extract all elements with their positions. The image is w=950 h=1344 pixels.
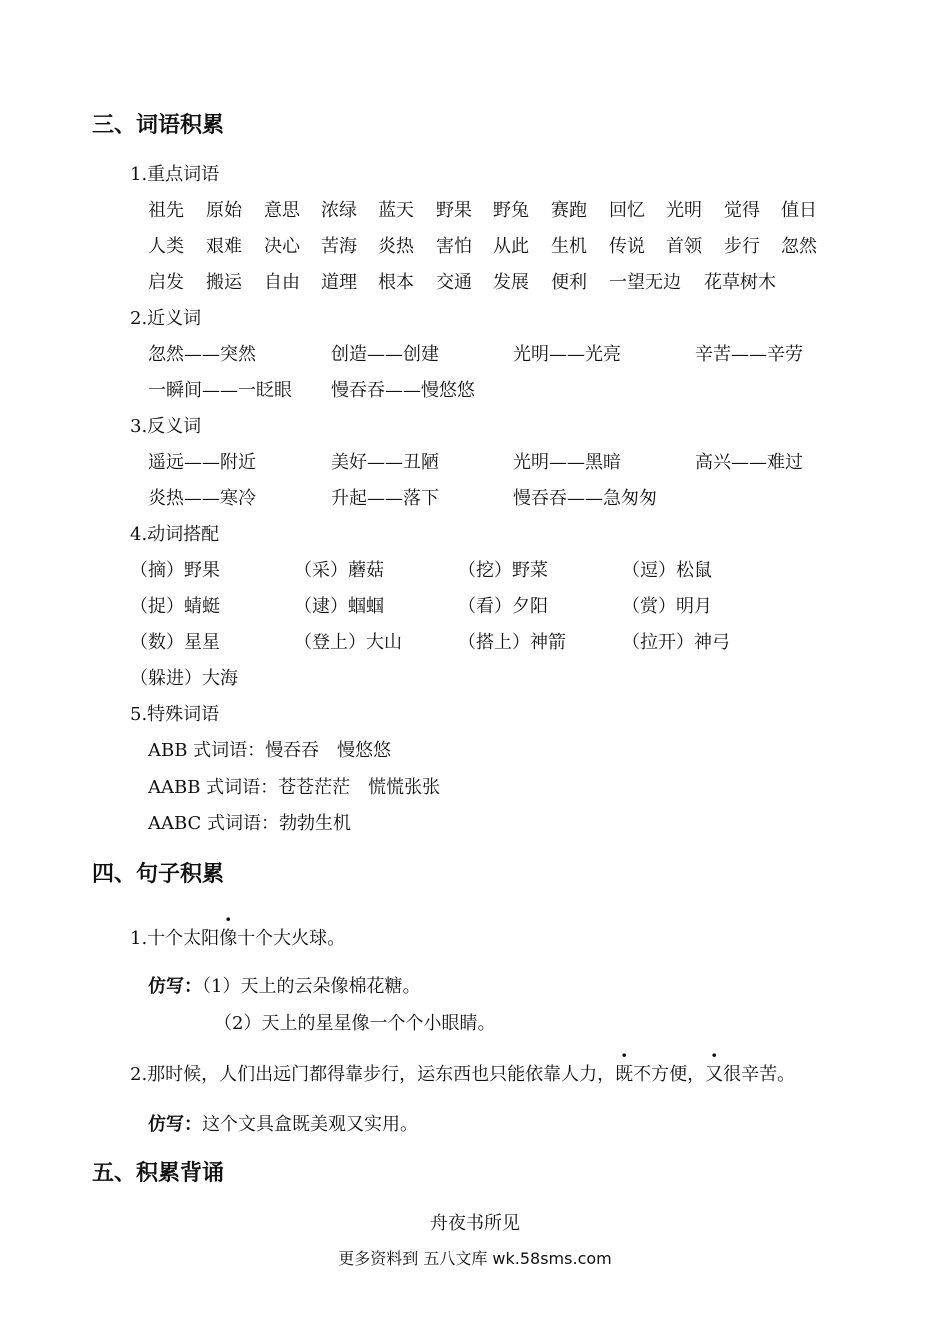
sentence-2-pre: 2.那时候，人们出远门都得靠步行，运东西也只能依靠人力， <box>130 1064 616 1085</box>
verb-pair: （捉）蜻蜓 <box>130 596 220 617</box>
key-word: 苦海 <box>321 236 357 257</box>
verb-pair: （搭上）神箭 <box>458 632 566 653</box>
aabc-value: 勃勃生机 <box>279 813 352 834</box>
key-word: 艰难 <box>206 236 242 257</box>
imitate-1-text-1: （1）天上的云朵像棉花糖。 <box>202 976 421 997</box>
key-word: 野果 <box>436 200 472 221</box>
imitate-1-line-2: （2）天上的星星像一个个小眼睛。 <box>214 1013 496 1034</box>
abb-label: ABB 式词语： <box>148 740 266 761</box>
key-word: 人类 <box>148 236 184 257</box>
key-word: 步行 <box>724 236 760 257</box>
sentence-2-emphasis-2: 又 <box>705 1064 724 1085</box>
imitate-2 <box>148 1110 418 1136</box>
key-word: 浓绿 <box>321 200 357 221</box>
sentence-1 <box>130 924 345 950</box>
imitate-1-line-1 <box>148 972 420 998</box>
verb-pair: （看）夕阳 <box>458 596 548 617</box>
key-word: 炎热 <box>378 236 414 257</box>
antonyms-label: 3.反义词 <box>130 416 202 437</box>
special-words-abb <box>148 736 391 762</box>
antonym-pair: 升起——落下 <box>331 488 439 509</box>
verb-pair: （摘）野果 <box>130 560 220 581</box>
verb-pair: （躲进）大海 <box>130 668 238 689</box>
key-word: 光明 <box>666 200 702 221</box>
special-words-label: 5.特殊词语 <box>130 704 220 725</box>
sentence-1-emphasis: 像 <box>219 928 238 949</box>
key-word: 生机 <box>551 236 587 257</box>
key-word: 回忆 <box>609 200 645 221</box>
synonym-pair: 忽然——突然 <box>148 344 256 365</box>
verb-pair: （采）蘑菇 <box>294 560 384 581</box>
sentence-2-post: 很辛苦。 <box>723 1064 796 1085</box>
key-words-label: 1.重点词语 <box>130 164 220 185</box>
sentence-2-mid: 不方便， <box>633 1064 706 1085</box>
key-word: 祖先 <box>148 200 184 221</box>
sentence-2 <box>130 1060 795 1086</box>
antonym-pair: 炎热——寒冷 <box>148 488 256 509</box>
verb-pair: （挖）野菜 <box>458 560 548 581</box>
key-word: 意思 <box>264 200 300 221</box>
antonym-pair: 光明——黑暗 <box>513 452 621 473</box>
key-word: 启发 <box>148 272 184 293</box>
key-word: 原始 <box>206 200 242 221</box>
key-word: 野兔 <box>493 200 529 221</box>
key-word: 蓝天 <box>378 200 414 221</box>
aabc-label: AABC 式词语： <box>148 813 280 834</box>
synonym-pair: 慢吞吞——慢悠悠 <box>331 380 475 401</box>
key-word: 搬运 <box>206 272 242 293</box>
abb-value: 慢吞吞 慢悠悠 <box>265 740 392 761</box>
sentence-1-pre: 1.十个太阳 <box>130 928 220 949</box>
key-word: 值日 <box>781 200 817 221</box>
footer-link[interactable]: 更多资料到 五八文库 wk.58sms.com <box>338 1249 612 1268</box>
imitate-2-label: 仿写： <box>148 1114 202 1135</box>
synonym-pair: 一瞬间——一眨眼 <box>148 380 292 401</box>
imitate-2-text: 这个文具盒既美观又实用。 <box>202 1114 418 1135</box>
key-word: 自由 <box>264 272 300 293</box>
imitate-1-label: 仿写： <box>148 976 202 997</box>
verb-pair: （逗）松鼠 <box>622 560 712 581</box>
synonym-pair: 创造——创建 <box>331 344 439 365</box>
section-5-title: 五、积累背诵 <box>92 1161 225 1186</box>
antonym-pair: 慢吞吞——急匆匆 <box>513 488 657 509</box>
key-word: 交通 <box>436 272 472 293</box>
key-word: 传说 <box>609 236 645 257</box>
synonyms-label: 2.近义词 <box>130 308 202 329</box>
verb-pair: （登上）大山 <box>294 632 402 653</box>
key-word: 赛跑 <box>551 200 587 221</box>
antonym-pair: 遥远——附近 <box>148 452 256 473</box>
key-word: 决心 <box>264 236 300 257</box>
key-word: 一望无边 <box>609 272 681 293</box>
aabb-label: AABB 式词语： <box>148 777 279 798</box>
verb-pairs-label: 4.动词搭配 <box>130 524 220 545</box>
key-word: 根本 <box>378 272 414 293</box>
key-word: 忽然 <box>781 236 817 257</box>
aabb-value: 苍苍茫茫 慌慌张张 <box>278 777 441 798</box>
verb-pair: （逮）蝈蝈 <box>294 596 384 617</box>
key-word: 道理 <box>321 272 357 293</box>
verb-pair: （数）星星 <box>130 632 220 653</box>
synonym-pair: 辛苦——辛劳 <box>695 344 803 365</box>
key-word: 觉得 <box>724 200 760 221</box>
section-4-title: 四、句子积累 <box>92 862 225 887</box>
antonym-pair: 高兴——难过 <box>695 452 803 473</box>
sentence-2-emphasis-1: 既 <box>615 1064 634 1085</box>
key-word: 首领 <box>666 236 702 257</box>
special-words-aabb <box>148 773 440 799</box>
section-3-title: 三、词语积累 <box>92 113 225 138</box>
verb-pair: （拉开）神弓 <box>622 632 730 653</box>
antonym-pair: 美好——丑陋 <box>331 452 439 473</box>
key-word: 害怕 <box>436 236 472 257</box>
poem-title: 舟夜书所见 <box>430 1213 520 1234</box>
special-words-aabc <box>148 809 351 835</box>
synonym-pair: 光明——光亮 <box>513 344 621 365</box>
key-word: 从此 <box>493 236 529 257</box>
verb-pair: （赏）明月 <box>622 596 712 617</box>
key-word: 花草树木 <box>704 272 776 293</box>
key-word: 发展 <box>493 272 529 293</box>
sentence-1-post: 十个大火球。 <box>237 928 346 949</box>
key-word: 便利 <box>551 272 587 293</box>
